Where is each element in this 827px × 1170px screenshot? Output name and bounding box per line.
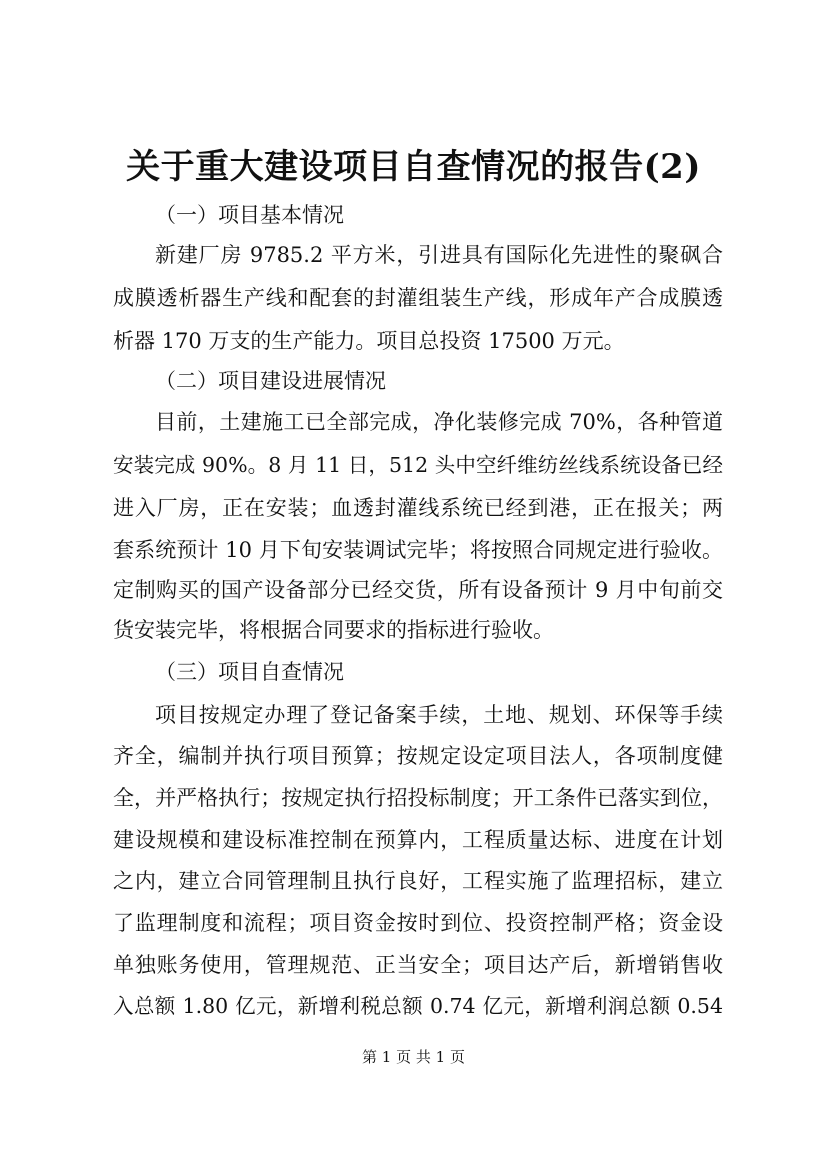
page-number-footer: 第 1 页 共 1 页 bbox=[362, 1048, 465, 1066]
paragraph-line: 之内，建立合同管理制且执行良好，工程实施了监理招标，建立 bbox=[113, 869, 723, 893]
paragraph-line: 了监理制度和流程；项目资金按时到位、投资控制严格；资金设 bbox=[113, 911, 723, 935]
paragraph-line: 目前，土建施工已全部完成，净化装修完成 70%，各种管道 bbox=[155, 410, 723, 434]
paragraph-line: 进入厂房，正在安装；血透封灌线系统已经到港，正在报关；两 bbox=[113, 496, 723, 520]
document-title: 关于重大建设项目自查情况的报告(2) bbox=[126, 147, 701, 187]
paragraph-line: 单独账务使用，管理规范、正当安全；项目达产后，新增销售收 bbox=[113, 953, 723, 977]
paragraph-line: 安装完成 90%。8 月 11 日，512 头中空纤维纺丝线系统设备已经 bbox=[113, 453, 723, 477]
paragraph-line: 析器 170 万支的生产能力。项目总投资 17500 万元。 bbox=[113, 329, 625, 353]
section-heading-3: （三）项目自查情况 bbox=[155, 660, 344, 684]
paragraph-line: 货安装完毕，将根据合同要求的指标进行验收。 bbox=[113, 618, 554, 642]
section-heading-1: （一）项目基本情况 bbox=[155, 203, 344, 227]
paragraph-line: 入总额 1.80 亿元，新增利税总额 0.74 亿元，新增利润总额 0.54 bbox=[113, 994, 723, 1018]
paragraph-line: 建设规模和建设标准控制在预算内，工程质量达标、进度在计划 bbox=[113, 828, 723, 852]
section-heading-2: （二）项目建设进展情况 bbox=[155, 369, 386, 393]
paragraph-line: 新建厂房 9785.2 平方米，引进具有国际化先进性的聚砜合 bbox=[155, 243, 723, 267]
paragraph-line: 套系统预计 10 月下旬安装调试完毕；将按照合同规定进行验收。 bbox=[113, 538, 723, 562]
paragraph-line: 全，并严格执行；按规定执行招投标制度；开工条件已落实到位， bbox=[113, 786, 723, 810]
paragraph-line: 项目按规定办理了登记备案手续，土地、规划、环保等手续 bbox=[155, 703, 723, 727]
paragraph-line: 齐全，编制并执行项目预算；按规定设定项目法人，各项制度健 bbox=[113, 744, 723, 768]
paragraph-line: 定制购买的国产设备部分已经交货，所有设备预计 9 月中旬前交 bbox=[113, 578, 723, 602]
paragraph-line: 成膜透析器生产线和配套的封灌组装生产线，形成年产合成膜透 bbox=[113, 286, 723, 310]
